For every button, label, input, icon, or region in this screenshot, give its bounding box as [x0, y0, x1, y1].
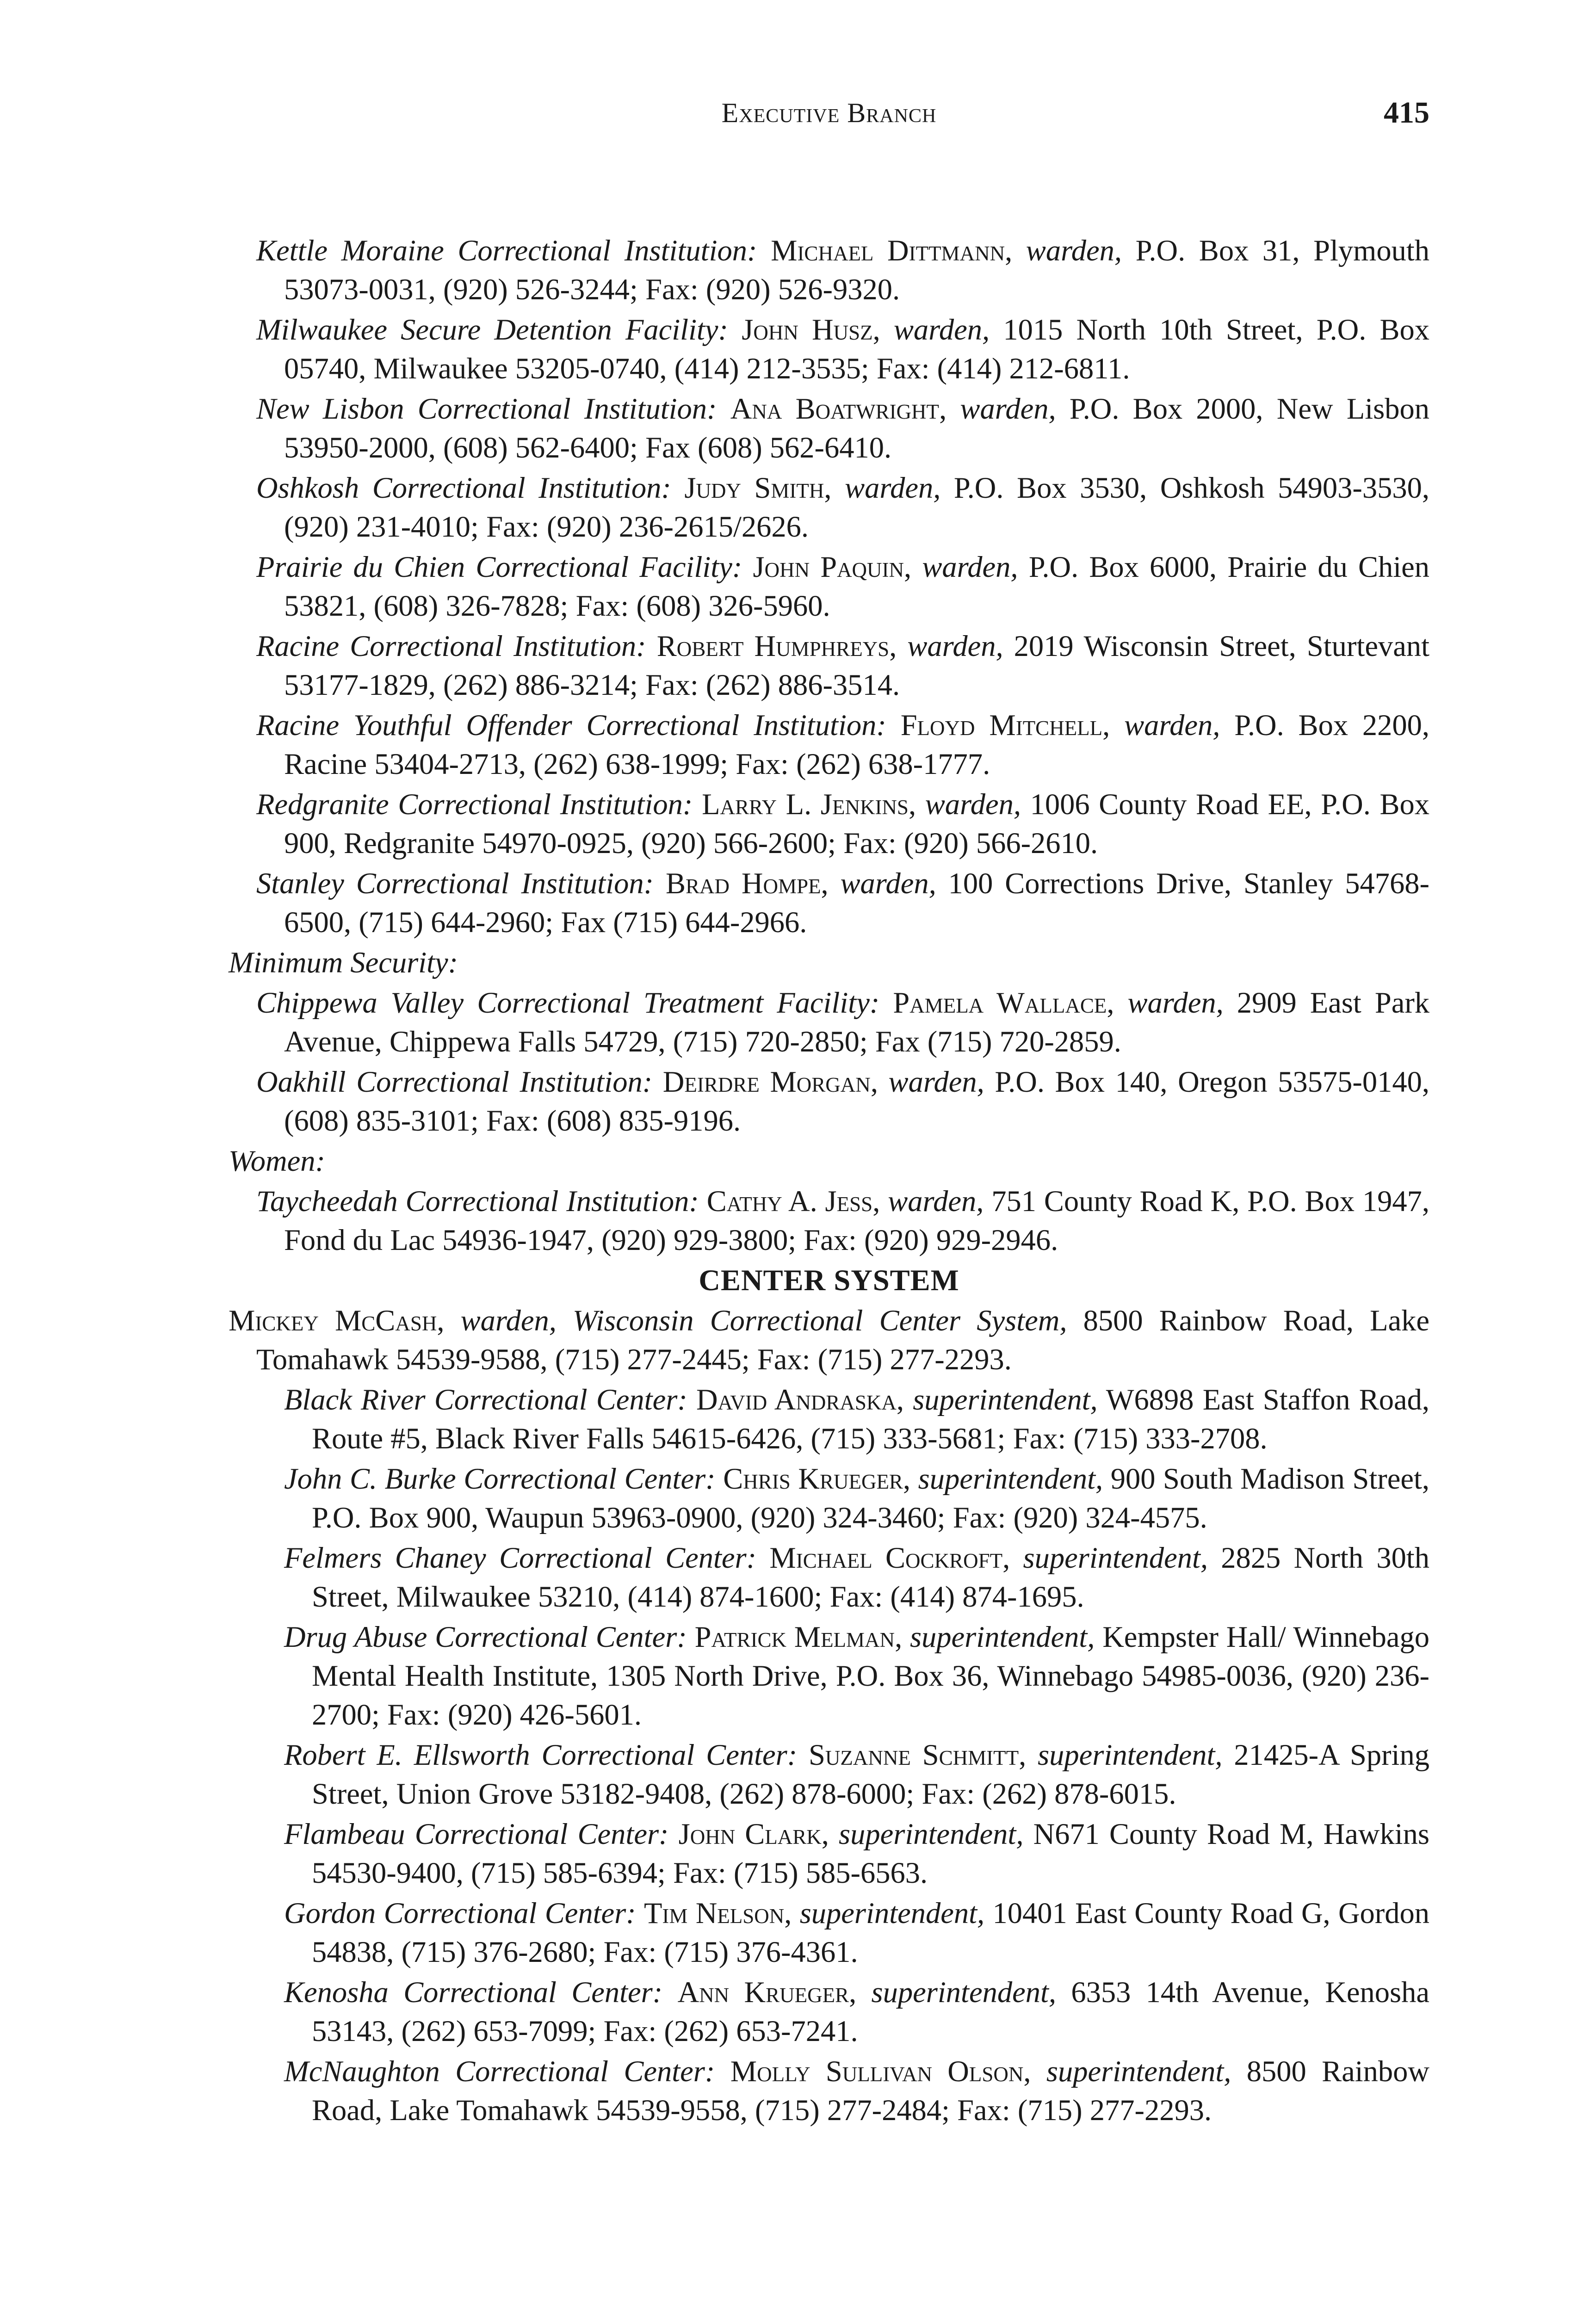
role-title: warden, [888, 1185, 984, 1218]
address-contact: 8500 Rainbow Road, Lake Tomahawk 54539-9588, (715) 277-2445; Fax: (715) 277-2293. [256, 1304, 1429, 1376]
address-contact: 2019 Wisconsin Street, Sturtevant 53177-1829, (262) 886-3214; Fax: (262) 886-3514. [284, 630, 1430, 701]
directory-entry: Gordon Correctional Center: Tim Nelson, superintendent, 10401 East County Road G, Gordon 54838, (715) 376-2680; Fax: (715) 376-4361. [284, 1897, 1430, 1968]
person-name: Larry L. Jenkins [702, 788, 909, 821]
role-title: warden, Wisconsin Correctional Center System, [460, 1304, 1067, 1337]
facility-name: Racine Youthful Offender Correctional Institution: [256, 709, 886, 742]
person-name: Robert Humphreys [656, 630, 890, 662]
address-contact: 1015 North 10th Street, P.O. Box 05740, Milwaukee 53205-0740, (414) 212-3535; Fax: (414) 212-6811. [284, 313, 1430, 385]
directory-entry: Stanley Correctional Institution: Brad Hompe, warden, 100 Corrections Drive, Stanley 54768-6500, (715) 644-2960; Fax (715) 644-2966. [256, 867, 1430, 939]
person-name: Tim Nelson [644, 1897, 785, 1930]
address-contact: P.O. Box 3530, Oshkosh 54903-3530, (920) 231-4010; Fax: (920) 236-2615/2626. [284, 471, 1430, 543]
directory-entry: Racine Youthful Offender Correctional Institution: Floyd Mitchell, warden, P.O. Box 2200, Racine 53404-2713, (262) 638-1999; Fax: (262) 638-1777. [256, 709, 1430, 780]
person-name: Brad Hompe [666, 867, 821, 900]
directory-entry: Black River Correctional Center: David Andraska, superintendent, W6898 East Staffon Road, Route #5, Black River Falls 54615-6426, (715) 333-5681; Fax: (715) 333-2708. [284, 1383, 1430, 1455]
directory-entry: Robert E. Ellsworth Correctional Center: Suzanne Schmitt, superintendent, 21425-A Spring Street, Union Grove 53182-9408, (262) 878-6000; Fax: (262) 878-6015. [284, 1738, 1430, 1810]
person-name: Chris Krueger [723, 1462, 903, 1495]
directory-entry: Taycheedah Correctional Institution: Cathy A. Jess, warden, 751 County Road K, P.O. Box 1947, Fond du Lac 54936-1947, (920) 929-3800; Fax: (920) 929-2946. [256, 1185, 1430, 1256]
directory-entry: Racine Correctional Institution: Robert Humphreys, warden, 2019 Wisconsin Street, Sturtevant 53177-1829, (262) 886-3214; Fax: (262) 886-3514. [256, 630, 1430, 701]
directory-entry: Kettle Moraine Correctional Institution: Michael Dittmann, warden, P.O. Box 31, Plymouth 53073-0031, (920) 526-3244; Fax: (920) 526-9320. [256, 234, 1430, 306]
address-contact: P.O. Box 2000, New Lisbon 53950-2000, (608) 562-6400; Fax (608) 562-6410. [284, 392, 1429, 464]
person-name: Michael Cockroft [769, 1541, 1003, 1574]
person-name: John Clark [678, 1818, 822, 1850]
directory-entry: Kenosha Correctional Center: Ann Krueger, superintendent, 6353 14th Avenue, Kenosha 53143, (262) 653-7099; Fax: (262) 653-7241. [284, 1976, 1430, 2047]
person-name: Pamela Wallace [893, 986, 1107, 1019]
person-name: Judy Smith [684, 471, 824, 504]
role-title: superintendent, [871, 1976, 1057, 2009]
directory-entry: John C. Burke Correctional Center: Chris Krueger, superintendent, 900 South Madison Street, P.O. Box 900, Waupun 53963-0900, (920) 324-3460; Fax: (920) 324-4575. [284, 1462, 1430, 1534]
facility-name: Gordon Correctional Center: [284, 1897, 636, 1930]
facility-name: Taycheedah Correctional Institution: [256, 1185, 699, 1218]
category-label: Minimum Security: [229, 946, 458, 979]
person-name: John Husz [742, 313, 873, 346]
role-title: warden, [840, 867, 936, 900]
person-name: David Andraska [696, 1383, 897, 1416]
address-contact: N671 County Road M, Hawkins 54530-9400, (715) 585-6394; Fax: (715) 585-6563. [312, 1818, 1430, 1889]
facility-name: Racine Correctional Institution: [256, 630, 646, 662]
facility-name: Robert E. Ellsworth Correctional Center: [284, 1738, 798, 1771]
director-entry: Mickey McCash, warden, Wisconsin Correctional Center System, 8500 Rainbow Road, Lake Tomahawk 54539-9588, (715) 277-2445; Fax: (715) 277-2293. [229, 1304, 1429, 1376]
facility-name: Felmers Chaney Correctional Center: [284, 1541, 757, 1574]
facility-name: Black River Correctional Center: [284, 1383, 687, 1416]
person-name: Molly Sullivan Olson [730, 2055, 1024, 2088]
directory-entry: Prairie du Chien Correctional Facility: John Paquin, warden, P.O. Box 6000, Prairie du Chien 53821, (608) 326-7828; Fax: (608) 326-5960. [256, 550, 1430, 622]
role-title: superintendent, [1038, 1738, 1223, 1771]
person-name: John Paquin [753, 550, 904, 583]
address-contact: Kempster Hall/ Winnebago Mental Health Institute, 1305 North Drive, P.O. Box 36, Winnebago 54985-0036, (920) 236-2700; Fax: (920) 426-5601. [312, 1620, 1430, 1731]
address-contact: 6353 14th Avenue, Kenosha 53143, (262) 653-7099; Fax: (262) 653-7241. [312, 1976, 1430, 2047]
role-title: warden, [1124, 709, 1220, 742]
person-name: Deirdre Morgan [662, 1065, 871, 1098]
person-name: Mickey McCash [229, 1304, 437, 1337]
role-title: superintendent, [839, 1818, 1024, 1850]
person-name: Floyd Mitchell [900, 709, 1103, 742]
facility-name: Kenosha Correctional Center: [284, 1976, 663, 2009]
address-contact: 2825 North 30th Street, Milwaukee 53210, (414) 874-1600; Fax: (414) 874-1695. [312, 1541, 1430, 1613]
directory-entry: Felmers Chaney Correctional Center: Michael Cockroft, superintendent, 2825 North 30th Street, Milwaukee 53210, (414) 874-1600; Fax: (414) 874-1695. [284, 1541, 1430, 1613]
facility-name: Oshkosh Correctional Institution: [256, 471, 671, 504]
address-contact: P.O. Box 140, Oregon 53575-0140, (608) 835-3101; Fax: (608) 835-9196. [284, 1065, 1430, 1137]
directory-entry: Drug Abuse Correctional Center: Patrick Melman, superintendent, Kempster Hall/ Winnebago Mental Health Institute, 1305 North Drive, P.O. Box 36, Winnebago 54985-0036, (920) 236-2700; Fax: (920) 426-5601. [284, 1620, 1430, 1731]
person-name: Suzanne Schmitt [809, 1738, 1019, 1771]
role-title: warden, [960, 392, 1056, 425]
directory-entry: New Lisbon Correctional Institution: Ana Boatwright, warden, P.O. Box 2000, New Lisbon 53950-2000, (608) 562-6400; Fax (608) 562-6410. [256, 392, 1429, 464]
facility-name: John C. Burke Correctional Center: [284, 1462, 716, 1495]
address-contact: P.O. Box 2200, Racine 53404-2713, (262) 638-1999; Fax: (262) 638-1777. [284, 709, 1430, 780]
facility-name: Flambeau Correctional Center: [284, 1818, 669, 1850]
directory-entry: Oshkosh Correctional Institution: Judy Smith, warden, P.O. Box 3530, Oshkosh 54903-3530, (920) 231-4010; Fax: (920) 236-2615/2626. [256, 471, 1430, 543]
directory-content [229, 231, 1429, 2131]
address-contact: 100 Corrections Drive, Stanley 54768-6500, (715) 644-2960; Fax (715) 644-2966. [284, 867, 1430, 939]
role-title: superintendent, [918, 1462, 1103, 1495]
section-heading: CENTER SYSTEM [699, 1264, 959, 1297]
facility-name: Milwaukee Secure Detention Facility: [256, 313, 729, 346]
directory-entry: Redgranite Correctional Institution: Larry L. Jenkins, warden, 1006 County Road EE, P.O. Box 900, Redgranite 54970-0925, (920) 566-2600; Fax: (920) 566-2610. [256, 788, 1429, 860]
address-contact: 1006 County Road EE, P.O. Box 900, Redgranite 54970-0925, (920) 566-2600; Fax: (920) 566-2610. [284, 788, 1429, 860]
role-title: warden, [907, 630, 1003, 662]
facility-name: Kettle Moraine Correctional Institution: [256, 234, 757, 267]
role-title: warden, [925, 788, 1021, 821]
address-contact: 751 County Road K, P.O. Box 1947, Fond du Lac 54936-1947, (920) 929-3800; Fax: (920) 929-2946. [284, 1185, 1430, 1256]
role-title: superintendent, [1023, 1541, 1208, 1574]
address-contact: P.O. Box 6000, Prairie du Chien 53821, (608) 326-7828; Fax: (608) 326-5960. [284, 550, 1430, 622]
directory-entry: Chippewa Valley Correctional Treatment Facility: Pamela Wallace, warden, 2909 East Park Avenue, Chippewa Falls 54729, (715) 720-2850; Fax (715) 720-2859. [256, 986, 1430, 1058]
person-name: Ann Krueger [677, 1976, 849, 2009]
facility-name: Redgranite Correctional Institution: [256, 788, 693, 821]
address-contact: 10401 East County Road G, Gordon 54838, (715) 376-2680; Fax: (715) 376-4361. [312, 1897, 1430, 1968]
person-name: Patrick Melman [694, 1620, 895, 1653]
address-contact: 8500 Rainbow Road, Lake Tomahawk 54539-9558, (715) 277-2484; Fax: (715) 277-2293. [312, 2055, 1429, 2127]
page-header [229, 97, 1429, 139]
role-title: superintendent, [909, 1620, 1095, 1653]
facility-name: New Lisbon Correctional Institution: [256, 392, 717, 425]
facility-name: Chippewa Valley Correctional Treatment Facility: [256, 986, 880, 1019]
role-title: warden, [1127, 986, 1224, 1019]
address-contact: 900 South Madison Street, P.O. Box 900, Waupun 53963-0900, (920) 324-3460; Fax: (920) 324-4575. [312, 1462, 1430, 1534]
directory-entry: Flambeau Correctional Center: John Clark, superintendent, N671 County Road M, Hawkins 54530-9400, (715) 585-6394; Fax: (715) 585-6563. [284, 1818, 1430, 1889]
role-title: superintendent, [913, 1383, 1098, 1416]
address-contact: 2909 East Park Avenue, Chippewa Falls 54729, (715) 720-2850; Fax (715) 720-2859. [284, 986, 1430, 1058]
facility-name: Prairie du Chien Correctional Facility: [256, 550, 742, 583]
person-name: Cathy A. Jess [706, 1185, 873, 1218]
facility-name: McNaughton Correctional Center: [284, 2055, 715, 2088]
person-name: Ana Boatwright [730, 392, 940, 425]
address-contact: W6898 East Staffon Road, Route #5, Black River Falls 54615-6426, (715) 333-5681; Fax: (715) 333-2708. [312, 1383, 1430, 1455]
directory-entry: Oakhill Correctional Institution: Deirdre Morgan, warden, P.O. Box 140, Oregon 53575-0140, (608) 835-3101; Fax: (608) 835-9196. [256, 1065, 1430, 1137]
role-title: warden, [1026, 234, 1122, 267]
address-contact: P.O. Box 31, Plymouth 53073-0031, (920) 526-3244; Fax: (920) 526-9320. [284, 234, 1430, 306]
role-title: warden, [893, 313, 990, 346]
person-name: Michael Dittmann [771, 234, 1005, 267]
role-title: warden, [922, 550, 1018, 583]
facility-name: Stanley Correctional Institution: [256, 867, 654, 900]
page-number: 415 [1384, 96, 1429, 130]
role-title: warden, [888, 1065, 984, 1098]
role-title: superintendent, [1046, 2055, 1231, 2088]
running-head: Executive Branch [721, 98, 937, 128]
role-title: superintendent, [799, 1897, 985, 1930]
category-label: Women: [229, 1144, 325, 1177]
address-contact: 21425-A Spring Street, Union Grove 53182-9408, (262) 878-6000; Fax: (262) 878-6015. [312, 1738, 1430, 1810]
facility-name: Oakhill Correctional Institution: [256, 1065, 653, 1098]
role-title: warden, [845, 471, 941, 504]
directory-entry: McNaughton Correctional Center: Molly Sullivan Olson, superintendent, 8500 Rainbow Road, Lake Tomahawk 54539-9558, (715) 277-2484; Fax: (715) 277-2293. [284, 2055, 1429, 2127]
directory-entry: Milwaukee Secure Detention Facility: John Husz, warden, 1015 North 10th Street, P.O. Box 05740, Milwaukee 53205-0740, (414) 212-3535; Fax: (414) 212-6811. [256, 313, 1430, 385]
facility-name: Drug Abuse Correctional Center: [284, 1620, 687, 1653]
